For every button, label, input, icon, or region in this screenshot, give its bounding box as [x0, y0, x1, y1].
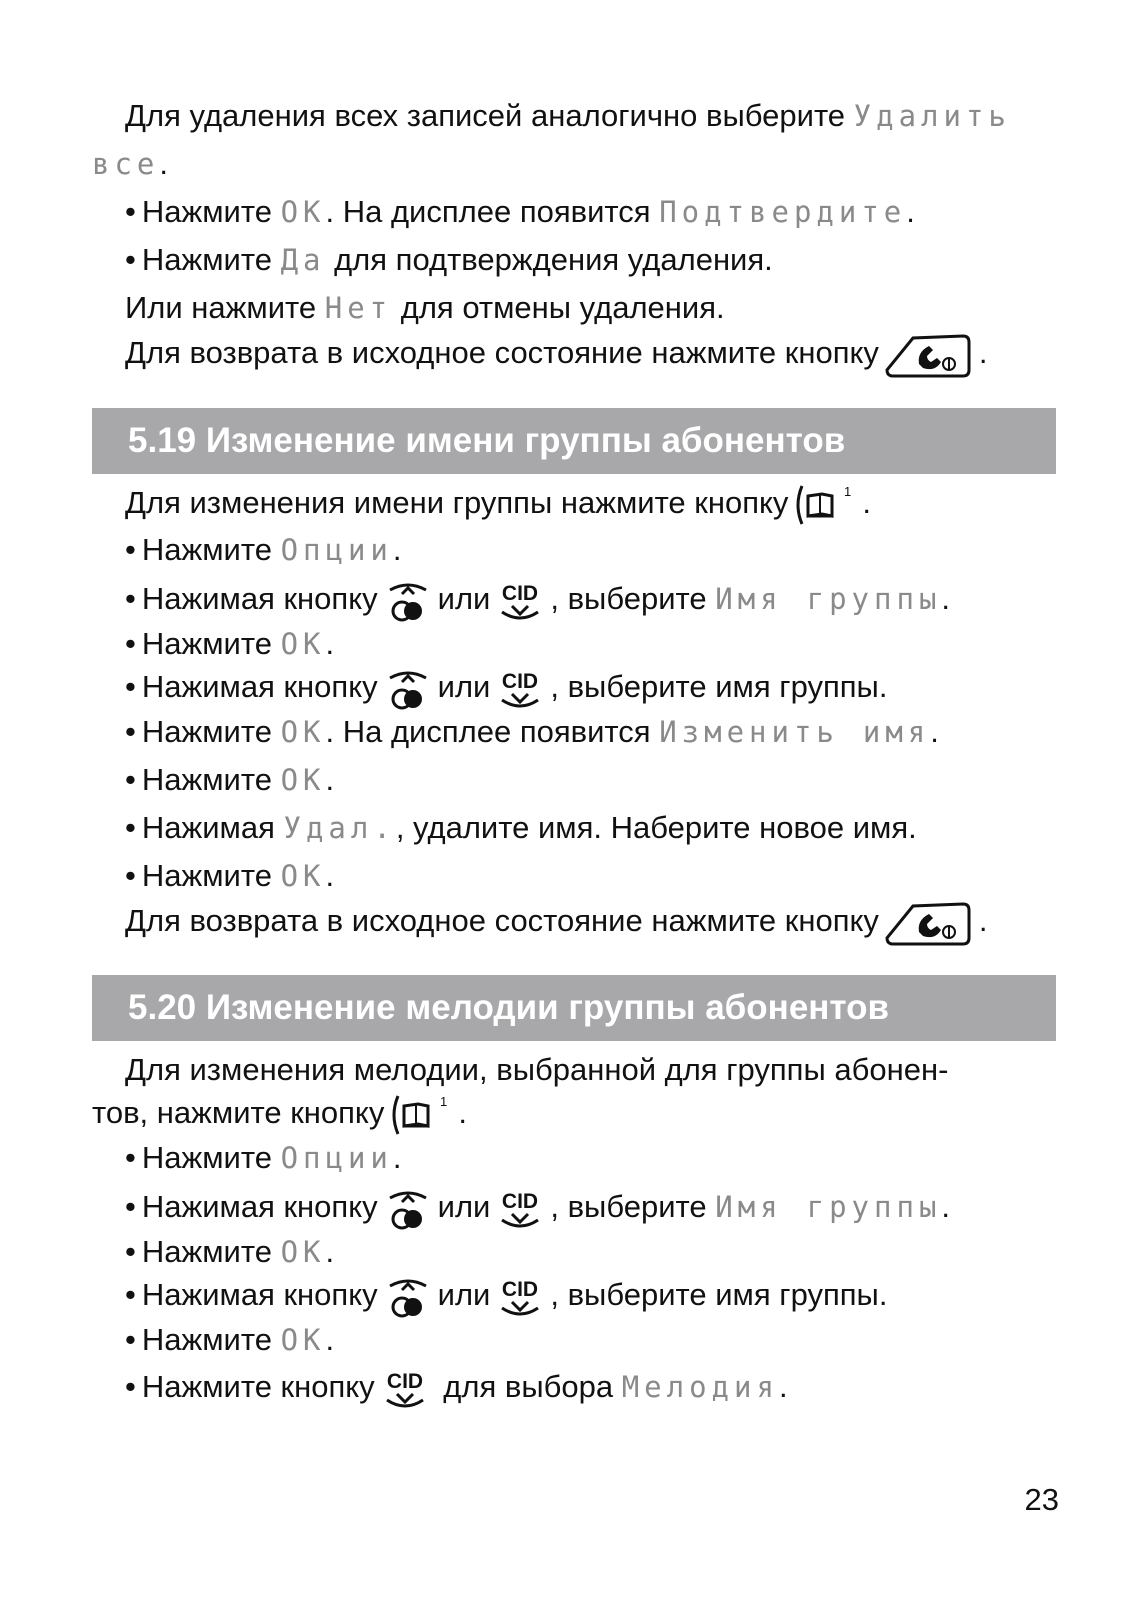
- section-5-19-intro: Для изменения имени группы нажмите кнопку 1 .: [125, 482, 871, 522]
- cid-down-key-icon: [494, 666, 546, 712]
- list-item: • Нажмите OK. На дисплее появится Изменить имя.: [125, 714, 939, 749]
- lcd-text: OK: [280, 195, 326, 229]
- section-header-5-20: 5.20 Изменение мелодии группы абонентов: [92, 975, 1056, 1041]
- lcd-text: Нет: [324, 291, 393, 325]
- lcd-text: Да: [280, 243, 326, 277]
- lcd-text: Имя: [715, 1190, 783, 1225]
- svg-text:CID: CID: [502, 1278, 539, 1301]
- phonebook-key-icon: [792, 482, 858, 528]
- lcd-text: OK: [280, 1235, 326, 1269]
- lcd-text: Подтвердите: [659, 195, 907, 229]
- end-call-key-icon: [883, 330, 975, 380]
- lcd-text: OK: [280, 859, 326, 893]
- list-item: • Нажмите OK.: [125, 762, 335, 797]
- list-item: • Нажимая кнопку или CID , выберите Имя группы.: [125, 1186, 950, 1226]
- list-item: • Нажимая кнопку или CID , выберите Имя группы.: [125, 578, 950, 618]
- lcd-text: OK: [280, 1323, 326, 1357]
- paragraph-return: Для возврата в исходное состояние нажмите кнопку .: [125, 330, 988, 370]
- list-item: • Нажмите OK.: [125, 1234, 335, 1269]
- list-item: • Нажмите Опции.: [125, 532, 402, 567]
- lcd-text: Удалить: [853, 99, 1011, 133]
- page-number: 23: [1024, 1482, 1059, 1517]
- lcd-text: Опции: [280, 1141, 393, 1175]
- svg-text:CID: CID: [502, 582, 539, 605]
- cid-down-key-icon: [494, 1274, 546, 1320]
- lcd-text: OK: [280, 763, 326, 797]
- up-redial-key-icon: [382, 1274, 434, 1320]
- cid-down-key-icon: [494, 1186, 546, 1232]
- paragraph-delete-all: Для удаления всех записей аналогично выберите Удалить: [125, 98, 1011, 133]
- up-redial-key-icon: [382, 578, 434, 624]
- list-item: • Нажмите OK. На дисплее появится Подтвердите.: [125, 194, 915, 229]
- list-item: • Нажимая кнопку или CID , выберите имя группы.: [125, 1274, 887, 1314]
- list-item: • Нажмите OK.: [125, 1322, 335, 1357]
- list-item: • Нажимая кнопку или CID , выберите имя группы.: [125, 666, 887, 706]
- lcd-text: группы: [806, 1190, 942, 1225]
- paragraph-return: Для возврата в исходное состояние нажмите кнопку .: [125, 898, 988, 938]
- cid-down-key-icon: [494, 578, 546, 624]
- list-item: • Нажмите OK.: [125, 626, 335, 661]
- list-item: • Нажмите Да для подтверждения удаления.: [125, 242, 773, 277]
- lcd-text: Опции: [280, 533, 393, 567]
- paragraph-cancel: Или нажмите Нет для отмены удаления.: [125, 290, 725, 325]
- up-redial-key-icon: [382, 1186, 434, 1232]
- lcd-text: OK: [280, 715, 326, 749]
- lcd-text: группы: [806, 582, 942, 617]
- section-5-20-intro-cont: тов, нажмите кнопку 1 .: [92, 1092, 467, 1132]
- cid-down-key-icon: [379, 1366, 431, 1412]
- svg-text:1: 1: [844, 484, 852, 499]
- svg-text:CID: CID: [386, 1370, 423, 1393]
- lcd-text: OK: [280, 627, 326, 661]
- svg-text:CID: CID: [502, 1190, 539, 1213]
- up-redial-key-icon: [382, 666, 434, 712]
- section-5-20-intro: Для изменения мелодии, выбранной для группы абонен-: [125, 1052, 949, 1087]
- lcd-text: имя: [862, 715, 931, 749]
- paragraph-delete-all-cont: все.: [92, 146, 169, 181]
- svg-text:CID: CID: [502, 670, 539, 693]
- section-header-5-19: 5.19 Изменение имени группы абонентов: [92, 408, 1056, 474]
- list-item: • Нажмите кнопку CID для выбора Мелодия.: [125, 1366, 788, 1406]
- end-call-key-icon: [883, 898, 975, 948]
- lcd-text: все: [92, 147, 160, 181]
- lcd-text: Мелодия: [621, 1370, 779, 1405]
- list-item: • Нажмите OK.: [125, 858, 335, 893]
- list-item: • Нажимая Удал., удалите имя. Наберите новое имя.: [125, 810, 917, 845]
- lcd-text: Изменить: [659, 715, 839, 749]
- lcd-text: Имя: [715, 582, 783, 617]
- phonebook-key-icon: [388, 1092, 454, 1138]
- lcd-text: Удал.: [283, 811, 396, 845]
- svg-text:1: 1: [440, 1094, 448, 1109]
- list-item: • Нажмите Опции.: [125, 1140, 402, 1175]
